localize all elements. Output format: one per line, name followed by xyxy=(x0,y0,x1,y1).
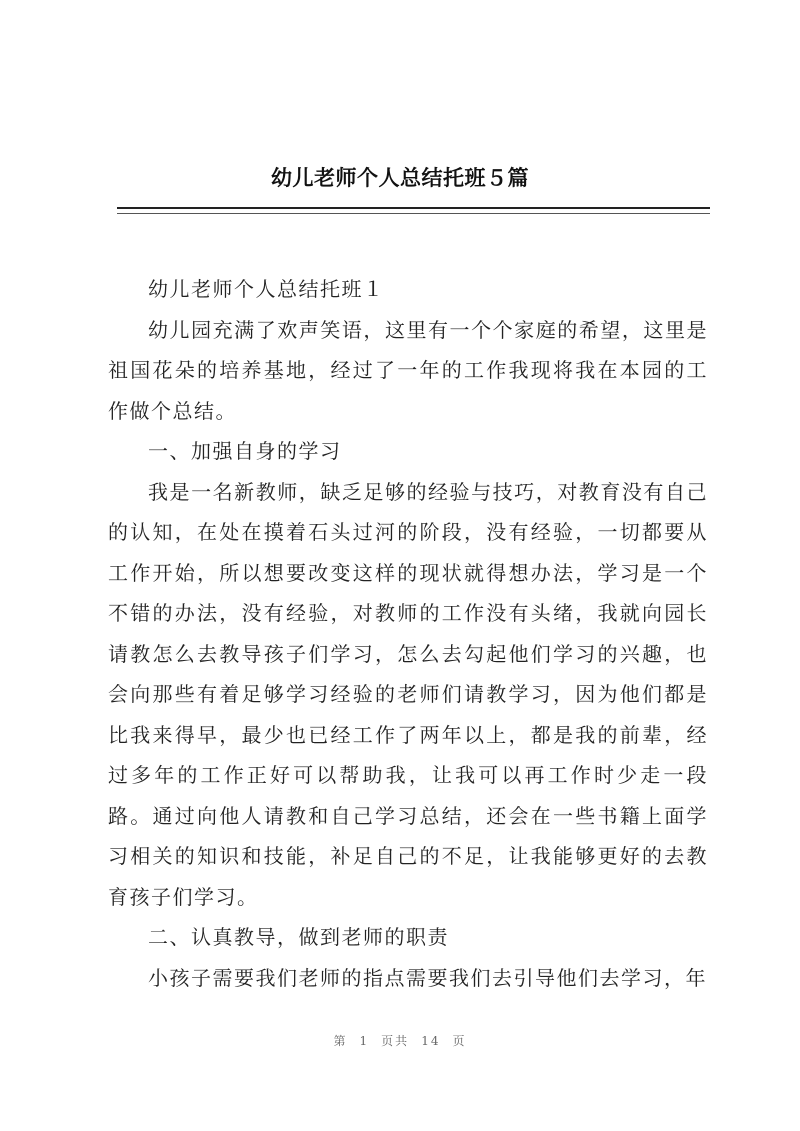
subheading: 一、加强自身的学习 xyxy=(148,439,342,463)
section-heading: 幼儿老师个人总结托班１ xyxy=(148,277,385,301)
paragraph: 小孩子需要我们老师的指点需要我们去引导他们去学习，年 xyxy=(148,965,707,990)
footer-current-page: 1 xyxy=(359,1034,370,1048)
paragraph: 幼儿园充满了欢声笑语，这里有一个个家庭的希望，这里是祖国花朵的培养基地，经过了一年的工作我现将我在本园的工作做个总结。 xyxy=(108,317,708,423)
paragraph: 我是一名新教师，缺乏足够的经验与技巧，对教育没有自己的认知，在处在摸着石头过河的阶段，没有经验，一切都要从工作开始，所以想要改变这样的现状就得想办法，学习是一个不错的办法，没有经验，对教师的工作没有头绪，我就向园长请教怎么去教导孩子们学习，怎么去勾起他们学习的兴趣，也会向那些有着足够学习经验的老师们请教学习，因为他们都是比我来得早，最少也已经工作了两年以上，都是我的前辈，经过多年的工作正好可以帮助我，让我可以再工作时少走一段路。通过向他人请教和自己学习总结，还会在一些书籍上面学习相关的知识和技能，补足自己的不足，让我能够更好的去教育孩子们学习。 xyxy=(108,479,708,909)
page-footer xyxy=(0,1032,800,1049)
footer-prefix: 第 xyxy=(333,1034,348,1048)
footer-middle: 页共 xyxy=(381,1034,410,1048)
footer-suffix: 页 xyxy=(452,1034,467,1048)
title-divider xyxy=(117,207,710,209)
subheading: 二、认真教导，做到老师的职责 xyxy=(148,925,449,949)
footer-total-pages: 14 xyxy=(421,1034,441,1048)
document-body xyxy=(108,269,708,998)
document-title: 幼儿老师个人总结托班５篇 xyxy=(271,165,529,190)
title-divider-thin xyxy=(117,213,710,214)
